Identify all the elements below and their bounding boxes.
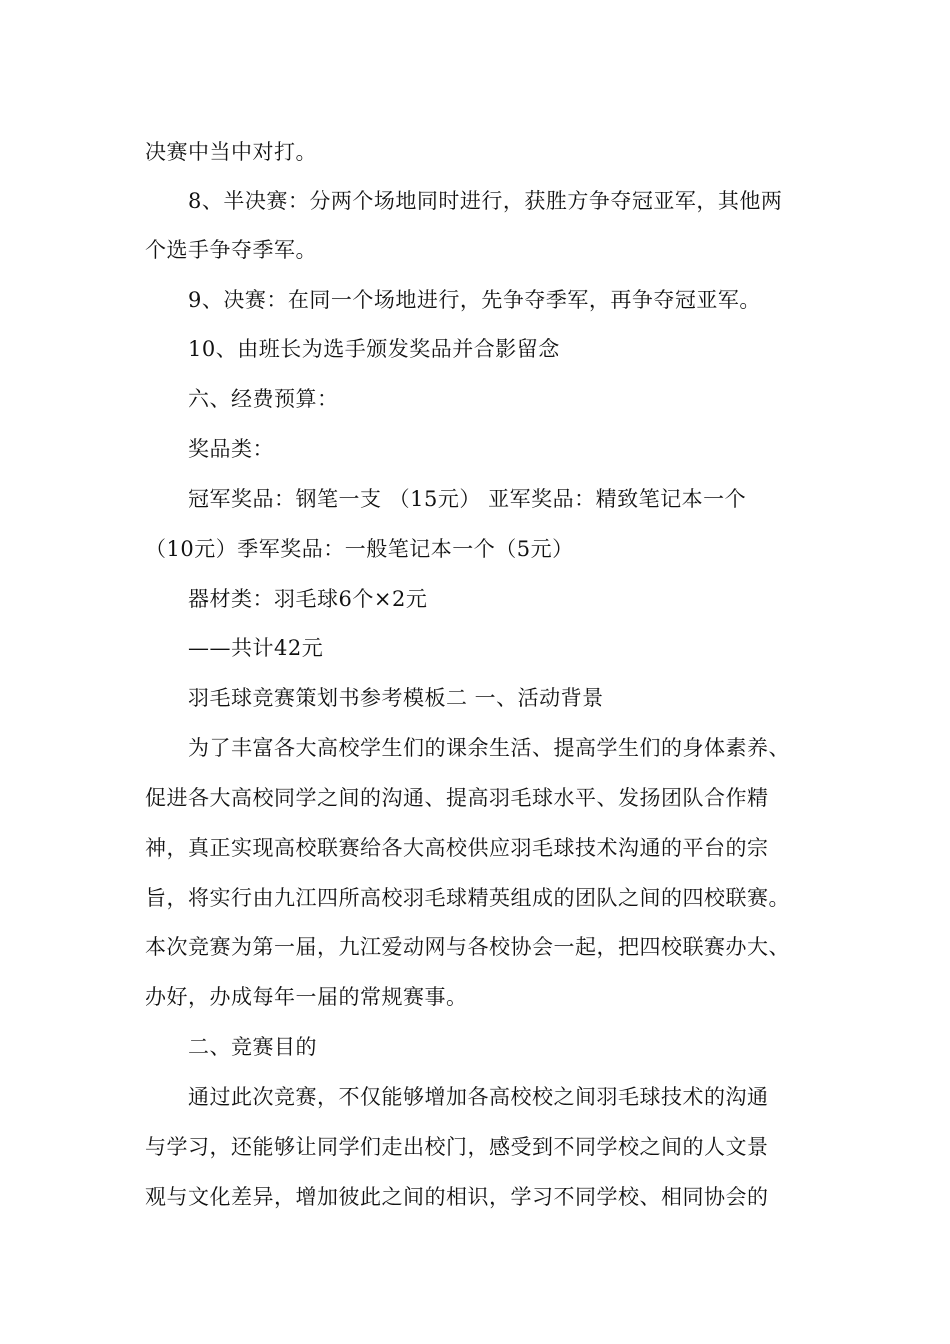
- text-line: 办好，办成每年一届的常规赛事。: [145, 985, 468, 1009]
- text-line: 冠军奖品：钢笔一支 （15元） 亚军奖品：精致笔记本一个: [188, 487, 747, 511]
- text-line: 10、由班长为选手颁发奖品并合影留念: [188, 337, 560, 361]
- text-line: ——共计42元: [188, 636, 324, 660]
- text-line: 与学习，还能够让同学们走出校门，感受到不同学校之间的人文景: [145, 1135, 769, 1159]
- text-line: 本次竞赛为第一届，九江爱动网与各校协会一起，把四校联赛办大、: [145, 935, 790, 959]
- text-line: 促进各大高校同学之间的沟通、提高羽毛球水平、发扬团队合作精: [145, 786, 769, 810]
- text-line: 决赛中当中对打。: [145, 140, 317, 164]
- text-line: 个选手争夺季军。: [145, 238, 317, 262]
- text-line: 器材类：羽毛球6个×2元: [188, 587, 428, 611]
- section-heading: 羽毛球竞赛策划书参考模板二 一、活动背景: [188, 686, 604, 710]
- text-line: 旨，将实行由九江四所高校羽毛球精英组成的团队之间的四校联赛。: [145, 886, 790, 910]
- section-heading: 六、经费预算：: [188, 387, 339, 411]
- text-line: 8、半决赛：分两个场地同时进行，获胜方争夺冠亚军，其他两: [188, 189, 783, 213]
- text-line: 为了丰富各大高校学生们的课余生活、提高学生们的身体素养、: [188, 736, 790, 760]
- text-line: 通过此次竞赛，不仅能够增加各高校校之间羽毛球技术的沟通: [188, 1085, 769, 1109]
- text-line: 奖品类：: [188, 437, 274, 461]
- section-heading: 二、竞赛目的: [188, 1035, 317, 1059]
- text-line: 神，真正实现高校联赛给各大高校供应羽毛球技术沟通的平台的宗: [145, 836, 769, 860]
- text-line: （10元）季军奖品：一般笔记本一个（5元）: [145, 537, 574, 561]
- text-line: 观与文化差异，增加彼此之间的相识，学习不同学校、相同协会的: [145, 1185, 769, 1209]
- text-line: 9、决赛：在同一个场地进行，先争夺季军，再争夺冠亚军。: [188, 288, 761, 312]
